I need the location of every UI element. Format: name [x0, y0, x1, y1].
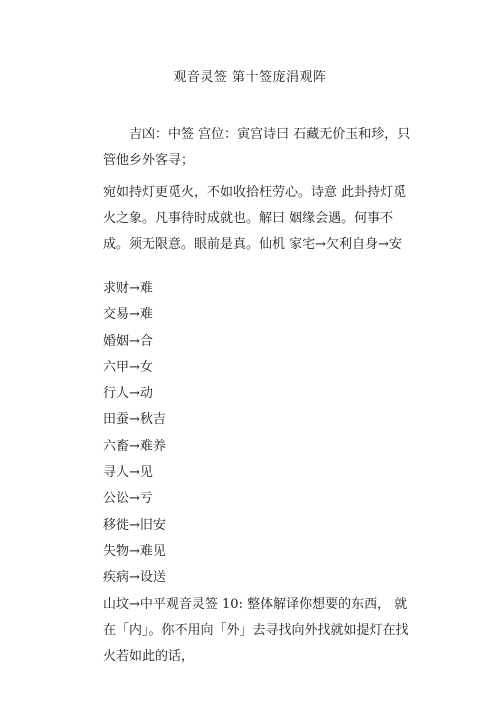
list-item: 移徙→旧安: [103, 517, 166, 533]
paragraph-fortune-info: 吉凶：中签 宫位：寅宫诗曰 石藏无价玉和珍，只管他乡外客寻；: [103, 127, 411, 168]
fortune-items-list: [103, 276, 166, 592]
list-item: 疾病→设送: [103, 570, 166, 586]
list-item: 婚姻→合: [103, 333, 153, 349]
paragraph-overall-interpretation: 山坟→中平观音灵签 10: 整体解译你想要的东西， 就在「内」。你不用向「外」去寻找向外找就如提灯在找火若如此的话，: [103, 597, 409, 664]
list-item: 行人→动: [103, 386, 153, 402]
list-item: 六畜→难养: [103, 438, 166, 454]
list-item: 六甲→女: [103, 359, 153, 375]
list-item: 田蚕→秋吉: [103, 412, 166, 428]
list-item: 寻人→见: [103, 465, 153, 481]
paragraph-poem-interpretation: 宛如持灯更觅火，不如收拾枉劳心。诗意 此卦持灯觅火之象。凡事待时成就也。解曰 姻缘会遇。何事不成。须无限意。眼前是真。仙机 家宅→欠利自身→安: [103, 185, 407, 252]
list-item: 求财→难: [103, 281, 153, 296]
list-item: 公讼→亏: [103, 491, 153, 507]
list-item: 交易→难: [103, 307, 153, 323]
list-item: 失物→难见: [103, 543, 166, 559]
document-title: 观音灵签 第十签庞涓观阵: [173, 70, 327, 85]
